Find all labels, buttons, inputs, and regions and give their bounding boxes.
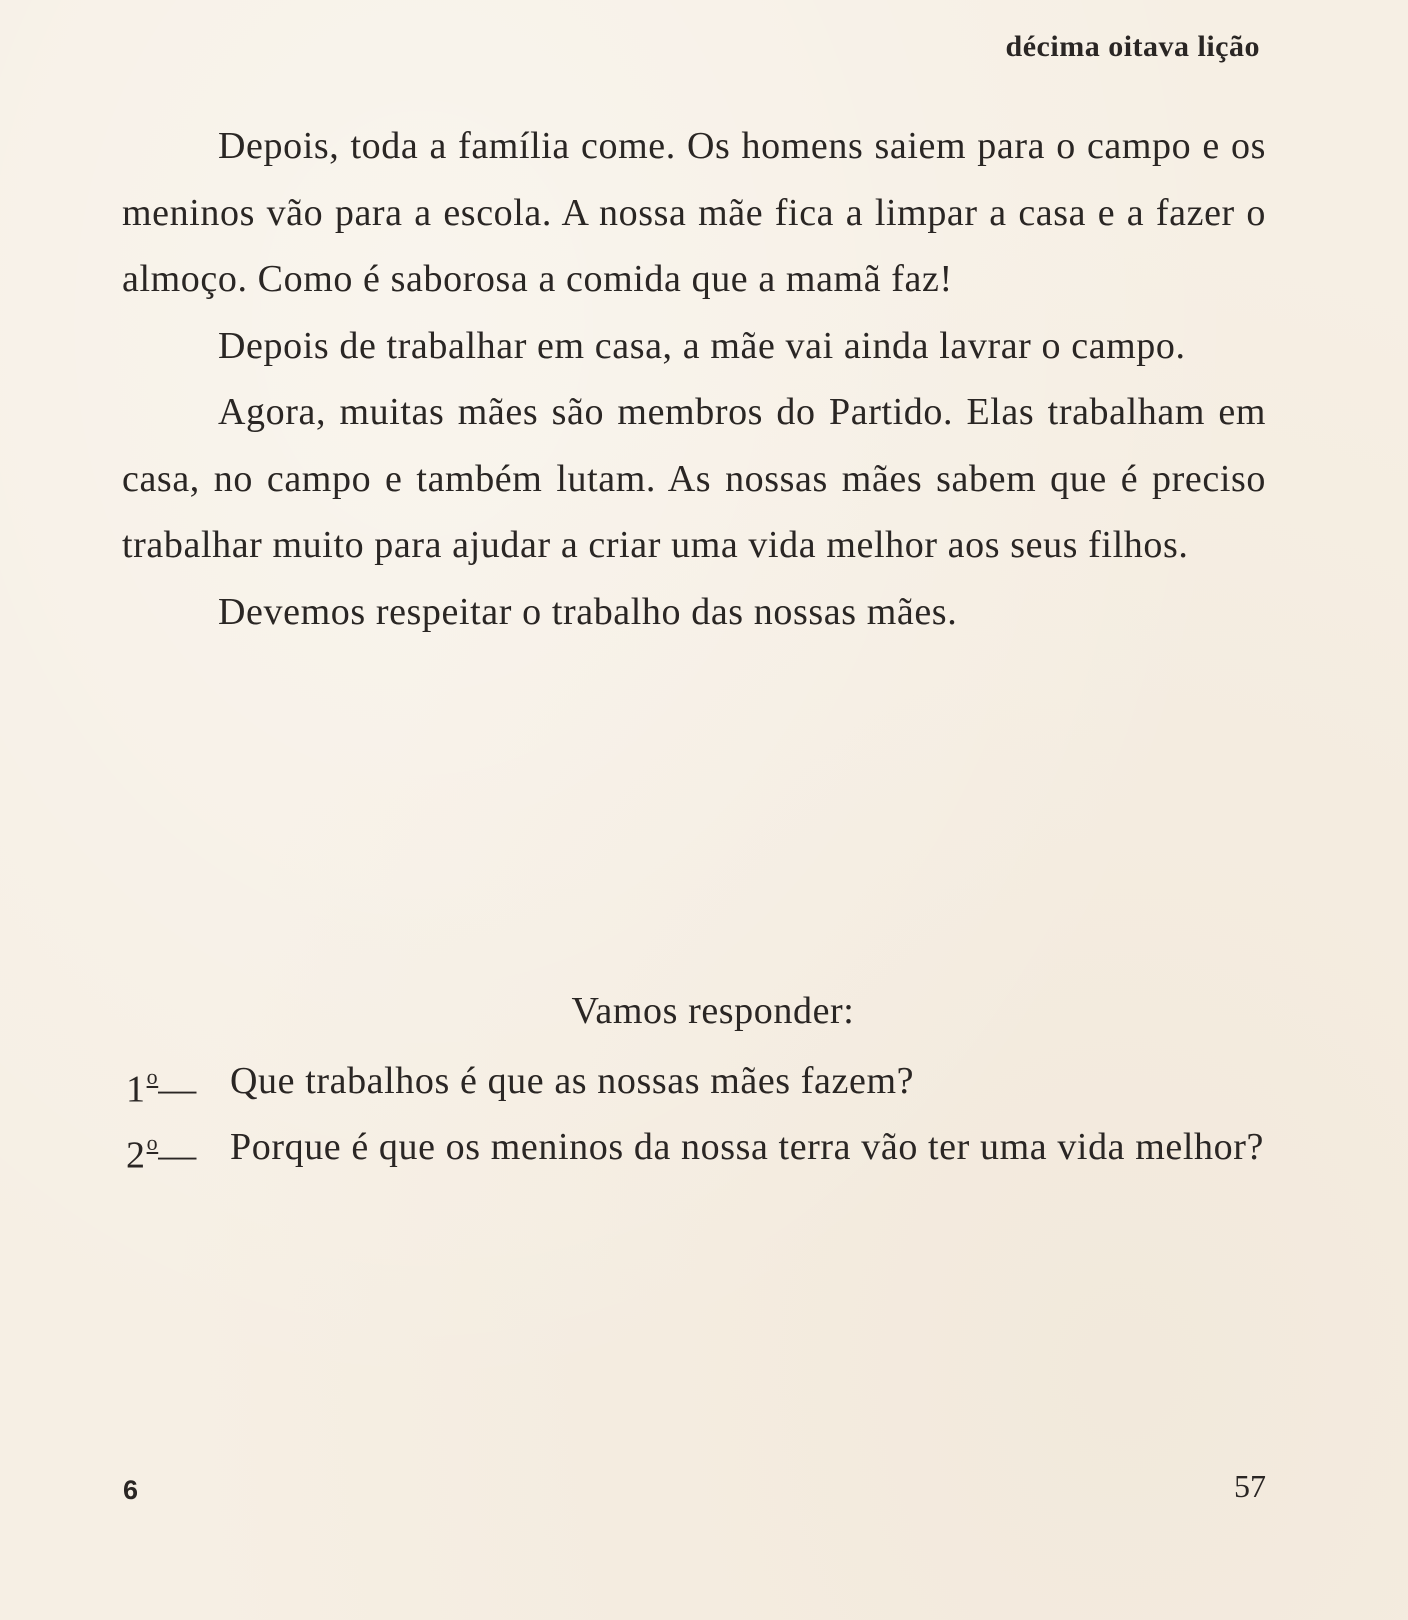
paragraph: Depois, toda a família come. Os homens saiem para o campo e os meninos vão para a escola. A nossa mãe fica a limpar a casa e a fazer o almoço. Como é saborosa a comida que a mamã faz! <box>122 125 1266 300</box>
paragraph: Agora, muitas mães são membros do Partido. Elas trabalham em casa, no campo e também lutam. As nossas mães sabem que é preciso trabalhar muito para ajudar a criar uma vida melhor aos seus filhos. <box>122 391 1266 566</box>
question-text: Que trabalhos é que as nossas mães fazem? <box>230 1060 915 1102</box>
page-number: 57 <box>1234 1468 1266 1504</box>
signature-mark: 6 <box>123 1475 139 1505</box>
questions-title: Vamos responder: <box>571 990 855 1032</box>
question-item <box>126 1114 1270 1180</box>
question-text: Porque é que os meninos da nossa terra vão ter uma vida melhor? <box>230 1126 1264 1168</box>
question-item <box>126 1048 1270 1114</box>
lesson-body <box>122 113 1266 645</box>
question-number: 1$^o$— <box>126 1064 197 1111</box>
paragraph: Depois de trabalhar em casa, a mãe vai ainda lavrar o campo. <box>218 324 1186 367</box>
question-number: 2$^o$— <box>126 1130 197 1177</box>
lesson-header: décima oitava lição <box>1005 30 1260 63</box>
paragraph: Devemos respeitar o trabalho das nossas mães. <box>218 590 958 633</box>
